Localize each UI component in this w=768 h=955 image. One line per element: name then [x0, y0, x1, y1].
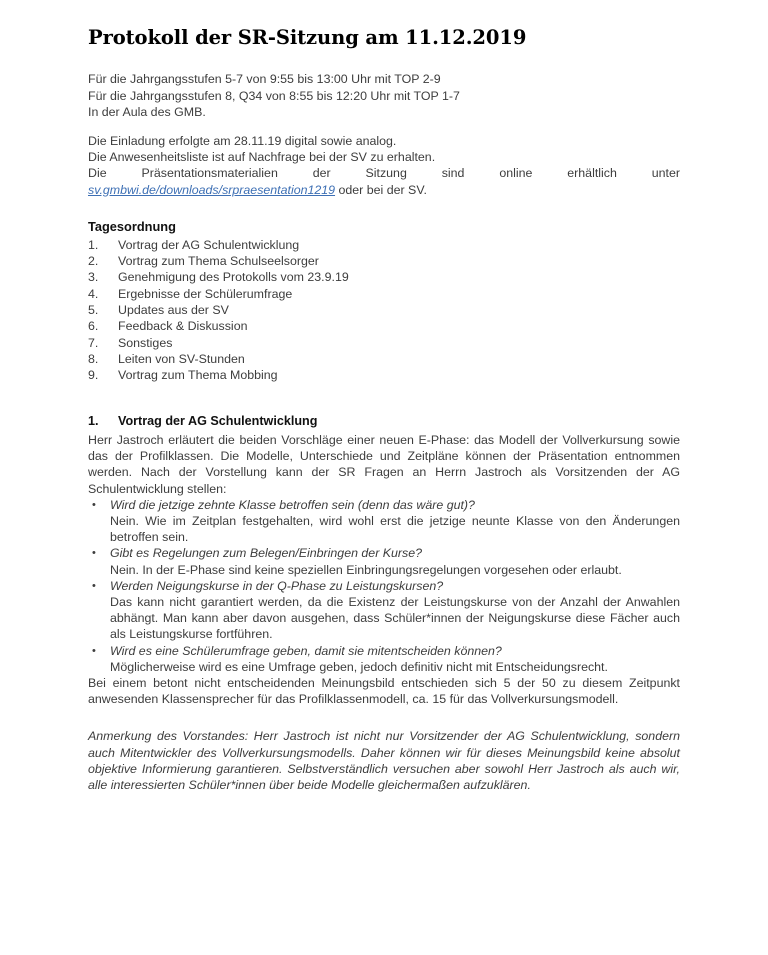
bullet-icon: •	[92, 498, 96, 511]
materials-line	[88, 165, 680, 197]
qa-body	[110, 578, 680, 643]
agenda-item-number: 9.	[88, 368, 99, 383]
qa-question: Werden Neigungskurse in der Q-Phase zu Leistungskursen?	[110, 578, 444, 593]
agenda-item-label: Updates aus der SV	[118, 303, 229, 317]
qa-item	[88, 578, 680, 643]
section-1-intro-paragraph: Herr Jastroch erläutert die beiden Vorschläge einer neuen E-Phase: das Modell der Vollverkursung sowie das der Profilklassen. Die Modelle, Unterschiede und Zeitpläne können der Präsentation entnommen werden. Nach der Vorstellung kann der SR Fragen an Herrn Jastroch als Vorsitzenden der AG Schulentwicklung stellen:	[88, 432, 680, 496]
agenda-item-number: 3.	[88, 270, 99, 285]
qa-question: Wird die jetzige zehnte Klasse betroffen sein (denn das wäre gut)?	[110, 497, 475, 512]
agenda-item-8	[88, 351, 680, 367]
section-1-number: 1.	[88, 414, 99, 429]
agenda-item-2	[88, 253, 680, 269]
qa-item	[88, 545, 680, 577]
meeting-location-line: In der Aula des GMB.	[88, 104, 206, 119]
qa-question: Gibt es Regelungen zum Belegen/Einbringen der Kurse?	[110, 546, 423, 561]
bullet-icon: •	[92, 644, 96, 657]
notices-block	[88, 133, 680, 198]
qa-question: Wird es eine Schülerumfrage geben, damit sie mitentscheiden können?	[110, 643, 502, 658]
spacer	[88, 383, 680, 413]
agenda-list	[88, 237, 680, 384]
agenda-item-5	[88, 302, 680, 318]
qa-answer: Das kann nicht garantiert werden, da die Existenz der Leistungskurse von der Anzahl der Anwahlen abhängt. Man kann aber davon ausgehen, dass Schüler*innen der Neigungskurse diese Fächer auch als Leistungskurse fortführen.	[110, 594, 680, 642]
agenda-item-number: 5.	[88, 303, 99, 317]
qa-body	[110, 545, 680, 577]
qa-answer: Nein. Wie im Zeitplan festgehalten, wird wohl erst die jetzige neunte Klasse von den Änderungen betroffen sein.	[110, 513, 680, 545]
spacer	[88, 198, 680, 219]
agenda-item-number: 1.	[88, 237, 99, 252]
agenda-item-label: Leiten von SV-Stunden	[118, 351, 245, 366]
meeting-times-line-2: Für die Jahrgangsstufen 8, Q34 von 8:55 bis 12:20 Uhr mit TOP 1-7	[88, 88, 460, 103]
qa-body	[110, 643, 680, 675]
agenda-item-9	[88, 367, 680, 383]
meeting-times-line-1: Für die Jahrgangsstufen 5-7 von 9:55 bis 13:00 Uhr mit TOP 2-9	[88, 72, 441, 87]
qa-body	[110, 497, 680, 546]
agenda-item-label: Feedback & Diskussion	[118, 319, 248, 334]
qa-answer: Möglicherweise wird es eine Umfrage geben, jedoch definitiv nicht mit Entscheidungsrecht.	[110, 659, 608, 674]
qa-answer: Nein. In der E-Phase sind keine speziellen Einbringungsregelungen vorgesehen oder erlaubt.	[110, 562, 622, 577]
agenda-item-number: 8.	[88, 351, 99, 366]
section-1-heading	[88, 413, 680, 429]
section-1-title: Vortrag der AG Schulentwicklung	[118, 414, 318, 429]
attendance-line: Die Anwesenheitsliste ist auf Nachfrage bei der SV zu erhalten.	[88, 150, 436, 165]
presentation-link[interactable]: sv.gmbwi.de/downloads/srpraesentation1219	[88, 182, 336, 197]
section-1-closing-paragraph: Bei einem betont nicht entscheidenden Meinungsbild entschieden sich 5 der 50 zu diesem Zeitpunkt anwesenden Klassensprecher für das Profilklassenmodell, ca. 15 für das Vollverkursungsmodell.	[88, 675, 680, 707]
materials-text-after: oder bei der SV.	[335, 182, 427, 197]
board-note-paragraph: Anmerkung des Vorstandes: Herr Jastroch ist nicht nur Vorsitzender der AG Schulentwicklung, sondern auch Mitentwickler des Vollverkursungsmodells. Daher können wir für dieses Meinungsbild keine absolut objektive Informierung garantieren. Selbstverständlich versuchen aber sowohl Herr Jastroch als auch wir, alle interessierten Schüler*innen über beide Modelle gleichermaßen aufzuklären.	[88, 729, 680, 793]
agenda-item-label: Sonstiges	[118, 335, 173, 350]
invitation-line: Die Einladung erfolgte am 28.11.19 digital sowie analog.	[88, 134, 397, 148]
agenda-item-3	[88, 269, 680, 285]
agenda-item-label: Vortrag der AG Schulentwicklung	[118, 237, 300, 252]
agenda-item-label: Vortrag zum Thema Schulseelsorger	[118, 254, 319, 269]
spacer	[88, 707, 680, 728]
bullet-icon: •	[92, 547, 96, 560]
agenda-item-4	[88, 286, 680, 302]
agenda-item-label: Ergebnisse der Schülerumfrage	[118, 286, 293, 301]
agenda-item-1	[88, 237, 680, 253]
agenda-item-label: Vortrag zum Thema Mobbing	[118, 368, 278, 383]
agenda-item-7	[88, 335, 680, 351]
agenda-item-number: 6.	[88, 319, 99, 334]
section-1-qa-list	[88, 497, 680, 675]
bullet-icon: •	[92, 579, 96, 592]
agenda-item-label: Genehmigung des Protokolls vom 23.9.19	[118, 270, 349, 285]
spacer	[88, 120, 680, 133]
meeting-times-block	[88, 71, 680, 120]
agenda-item-number: 7.	[88, 335, 99, 350]
page-title: Protokoll der SR-Sitzung am 11.12.2019	[88, 26, 527, 49]
agenda-item-number: 2.	[88, 254, 99, 269]
qa-item	[88, 643, 680, 675]
qa-item	[88, 497, 680, 546]
agenda-heading: Tagesordnung	[88, 218, 176, 234]
agenda-item-6	[88, 318, 680, 334]
materials-text-before: Die Präsentationsmaterialien der Sitzung sind online erhältlich unter	[88, 166, 680, 181]
agenda-item-number: 4.	[88, 286, 99, 301]
